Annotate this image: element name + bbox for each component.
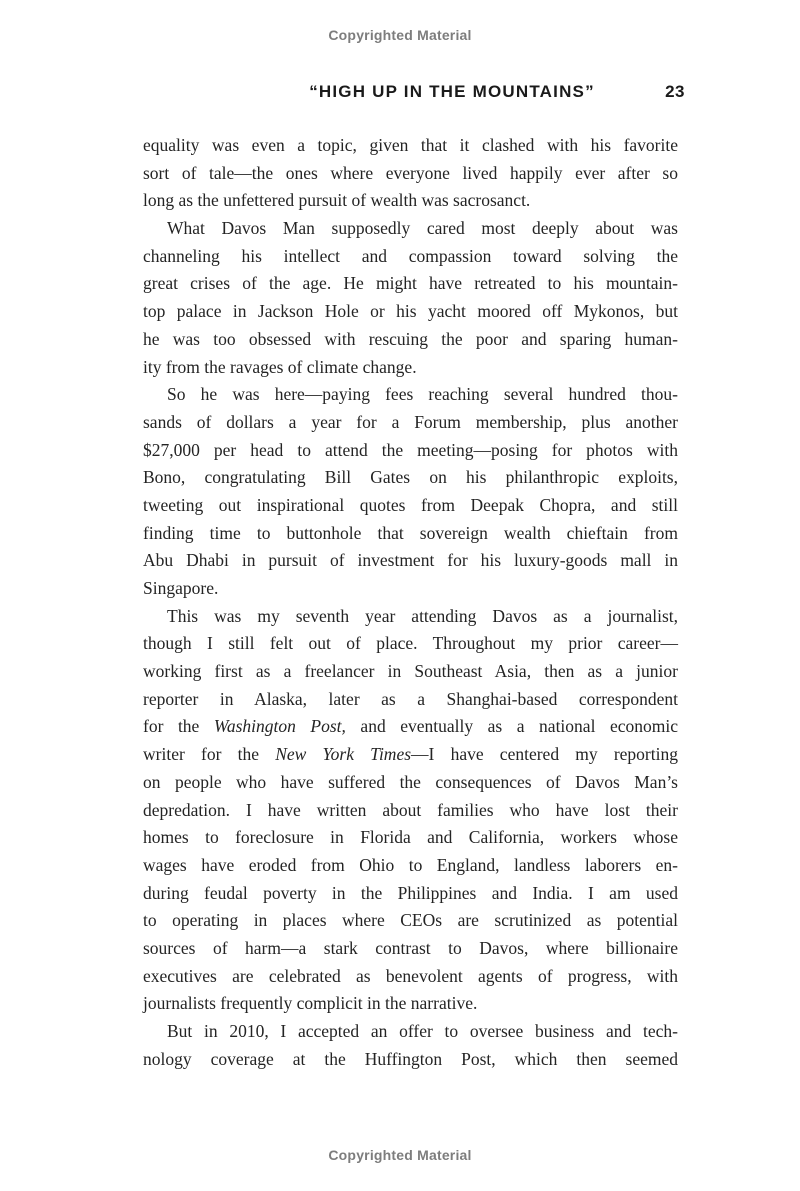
- body-line-text: homes to foreclosure in Florida and California, workers whose: [143, 827, 678, 848]
- body-line-text: nology coverage at the Huffington Post, which then seemed: [143, 1048, 678, 1069]
- body-line-text: finding time to buttonhole that sovereign wealth chieftain from: [143, 522, 678, 543]
- body-line-text: sands of dollars a year for a Forum membership, plus another: [143, 411, 678, 432]
- body-line: [143, 187, 678, 215]
- body-line: [143, 132, 678, 160]
- body-line-text: ity from the ravages of climate change.: [143, 356, 417, 377]
- body-line-text: to operating in places where CEOs are scrutinized as potential: [143, 910, 678, 931]
- body-line: [143, 492, 678, 520]
- body-text: [143, 132, 678, 1073]
- copyright-notice-bottom: Copyrighted Material: [328, 1147, 472, 1163]
- body-line: [143, 215, 678, 243]
- body-line-text: What Davos Man supposedly cared most deeply about was: [167, 218, 678, 239]
- body-line: [143, 769, 678, 797]
- body-line: [143, 852, 678, 880]
- body-line: [143, 935, 678, 963]
- body-line: [143, 603, 678, 631]
- body-line: [143, 963, 678, 991]
- running-head: “HIGH UP IN THE MOUNTAINS”: [309, 82, 595, 101]
- body-line-text: —I have centered my reporting: [411, 744, 678, 765]
- body-line-text: depredation. I have written about families who have lost their: [143, 799, 678, 820]
- body-line-text: $27,000 per head to attend the meeting—posing for photos with: [143, 439, 678, 460]
- body-line-text: though I still felt out of place. Throughout my prior career—: [143, 633, 678, 654]
- body-line-text: But in 2010, I accepted an offer to oversee business and tech-: [167, 1021, 678, 1041]
- body-line: [143, 437, 678, 465]
- body-line-text: This was my seventh year attending Davos as a journalist,: [167, 605, 678, 626]
- body-line: [143, 381, 678, 409]
- body-line-text: writer for the: [143, 744, 276, 765]
- body-line: [143, 298, 678, 326]
- body-line-text: equality was even a topic, given that it clashed with his favorite: [143, 135, 678, 155]
- body-line: [143, 797, 678, 825]
- body-line: [143, 630, 678, 658]
- body-line-text: for the: [143, 716, 214, 737]
- body-line: [143, 713, 678, 741]
- body-line-text: top palace in Jackson Hole or his yacht moored off Mykonos, but: [143, 301, 678, 322]
- body-line-text: he was too obsessed with rescuing the poor and sparing human-: [143, 328, 678, 349]
- body-line: [143, 686, 678, 714]
- body-line: [143, 354, 678, 382]
- body-line-text: long as the unfettered pursuit of wealth was sacrosanct.: [143, 190, 531, 211]
- body-line-text: great crises of the age. He might have retreated to his mountain-: [143, 273, 678, 294]
- body-line-text: Bono, congratulating Bill Gates on his philanthropic exploits,: [143, 467, 678, 488]
- body-line: [143, 547, 678, 575]
- body-line-text: So he was here—paying fees reaching several hundred thou-: [167, 384, 678, 405]
- body-line: [143, 880, 678, 908]
- body-line: [143, 575, 678, 603]
- body-line-text: wages have eroded from Ohio to England, landless laborers en-: [143, 854, 678, 875]
- body-line-text: sort of tale—the ones where everyone lived happily ever after so: [143, 162, 678, 183]
- body-line: [143, 270, 678, 298]
- body-line: [143, 243, 678, 271]
- body-line: [143, 409, 678, 437]
- body-line: [143, 464, 678, 492]
- body-line-text: during feudal poverty in the Philippines and India. I am used: [143, 882, 678, 903]
- body-line-text: sources of harm—a stark contrast to Davos, where billionaire: [143, 937, 678, 958]
- body-line: [143, 990, 678, 1018]
- body-line: [143, 824, 678, 852]
- copyright-notice-top: Copyrighted Material: [328, 27, 472, 43]
- page-number: 23: [665, 82, 685, 101]
- body-line-text: on people who have suffered the consequences of Davos Man’s: [143, 771, 678, 792]
- body-line: [143, 160, 678, 188]
- body-line: [143, 520, 678, 548]
- body-line: [143, 741, 678, 769]
- body-line-text: reporter in Alaska, later as a Shanghai-based correspondent: [143, 688, 678, 709]
- italic-publication-title: Washington Post,: [213, 716, 346, 737]
- body-line-text: and eventually as a national economic: [345, 716, 678, 737]
- body-line: [143, 658, 678, 686]
- body-line: [143, 1046, 678, 1074]
- italic-publication-title: New York Times: [275, 744, 412, 765]
- body-line: [143, 326, 678, 354]
- body-line-text: tweeting out inspirational quotes from Deepak Chopra, and still: [143, 494, 678, 515]
- body-line-text: Abu Dhabi in pursuit of investment for his luxury-goods mall in: [143, 550, 678, 571]
- body-line: [143, 1018, 678, 1046]
- body-line-text: executives are celebrated as benevolent agents of progress, with: [143, 965, 678, 986]
- body-line-text: working first as a freelancer in Southeast Asia, then as a junior: [143, 661, 678, 682]
- body-line-text: channeling his intellect and compassion toward solving the: [143, 245, 678, 266]
- body-line: [143, 907, 678, 935]
- page-header: [143, 82, 685, 102]
- body-line-text: journalists frequently complicit in the narrative.: [143, 993, 478, 1014]
- body-line-text: Singapore.: [143, 578, 219, 598]
